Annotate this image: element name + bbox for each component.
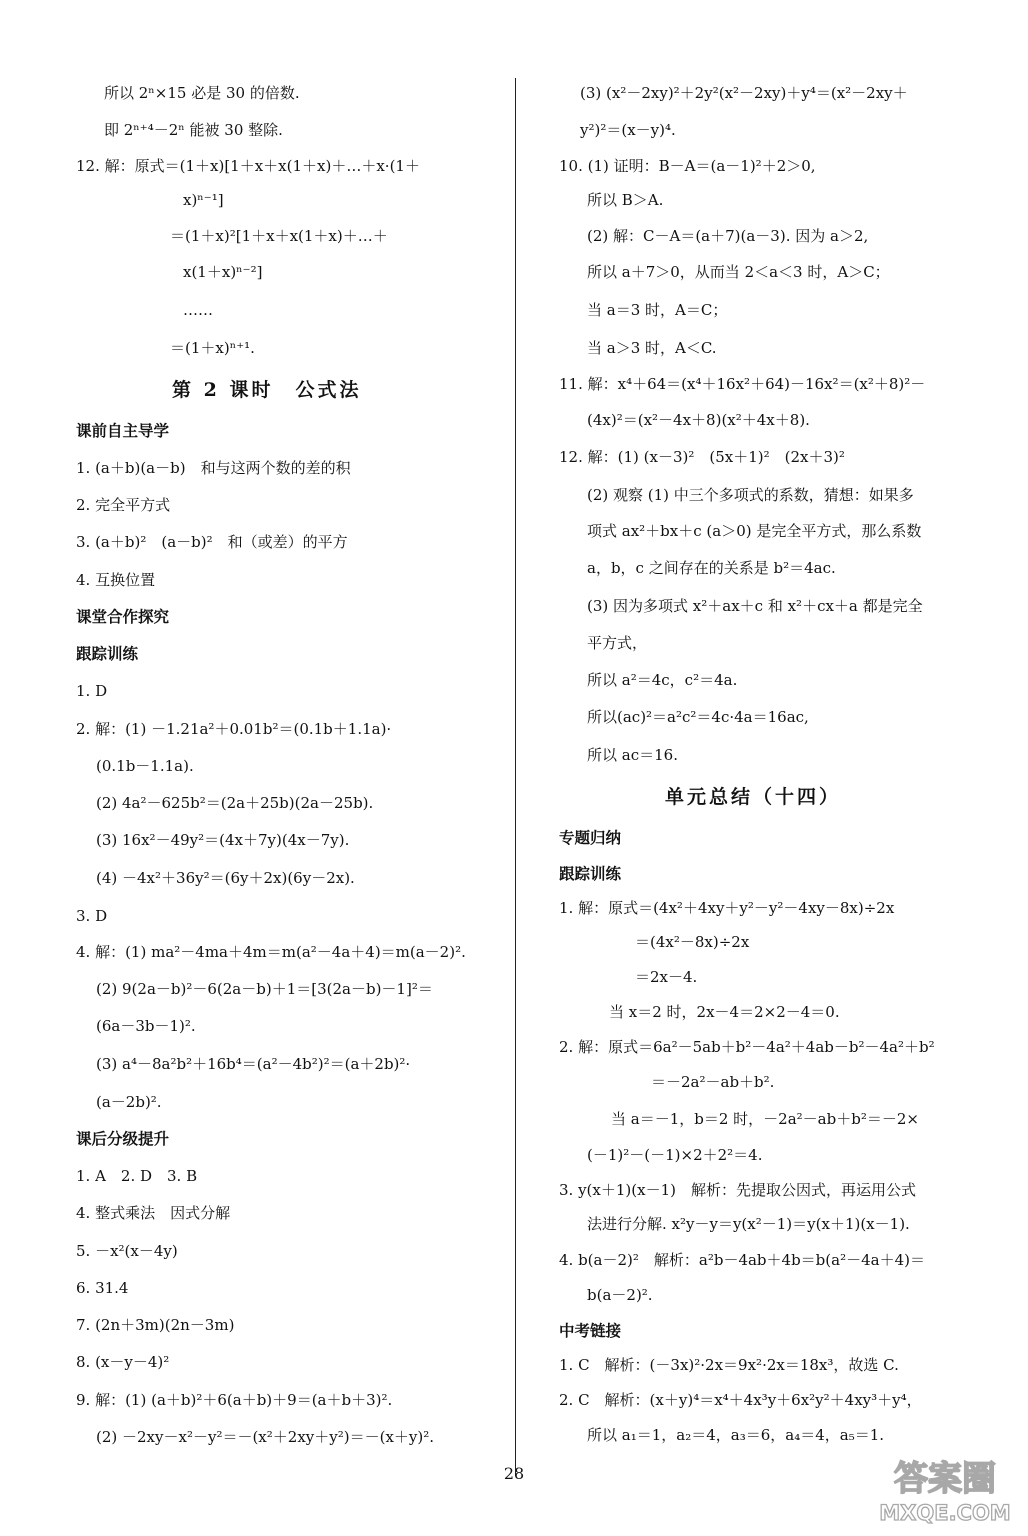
text-line: 所以 2ⁿ×15 必是 30 的倍数. xyxy=(104,84,300,102)
text-line: (2) －2xy－x²－y²＝－(x²＋2xy＋y²)＝－(x＋y)². xyxy=(96,1428,435,1446)
text-line: (3) 因为多项式 x²＋ax＋c 和 x²＋cx＋a 都是完全 xyxy=(587,597,923,615)
text-line: 所以(ac)²＝a²c²＝4c·4a＝16ac, xyxy=(587,708,809,726)
section-heading: 课堂合作探究 xyxy=(76,607,170,626)
text-line: 4. 整式乘法 因式分解 xyxy=(76,1204,231,1222)
text-line: 7. (2n＋3m)(2n－3m) xyxy=(76,1316,235,1334)
section-title: 单元总结（十四） xyxy=(665,786,842,808)
text-line: (4x)²＝(x²－4x＋8)(x²＋4x＋8). xyxy=(587,411,810,429)
text-line: (0.1b－1.1a). xyxy=(96,757,194,775)
text-line: 4. 解：(1) ma²－4ma＋4m＝m(a²－4a＋4)＝m(a－2)². xyxy=(76,943,466,961)
text-line: 所以 B＞A. xyxy=(587,191,664,209)
text-line: 1. (a＋b)(a－b) 和与这两个数的差的积 xyxy=(76,459,351,477)
text-line: 3. D xyxy=(76,907,108,925)
text-line: 9. 解：(1) (a＋b)²＋6(a＋b)＋9＝(a＋b＋3)². xyxy=(76,1391,393,1409)
text-line: 3. y(x＋1)(x－1) 解析：先提取公因式，再运用公式 xyxy=(559,1181,916,1199)
section-heading: 跟踪训练 xyxy=(559,864,622,883)
text-line: 即 2ⁿ⁺⁴－2ⁿ 能被 30 整除. xyxy=(104,121,283,139)
text-line: 1. A 2. D 3. B xyxy=(76,1167,198,1185)
text-line: 2. 解：(1) －1.21a²＋0.01b²＝(0.1b＋1.1a)· xyxy=(76,720,392,738)
section-heading: 跟踪训练 xyxy=(76,644,139,663)
text-line: (2) 4a²－625b²＝(2a＋25b)(2a－25b). xyxy=(96,794,374,812)
text-line: (6a－3b－1)². xyxy=(96,1017,196,1035)
text-line: (3) a⁴－8a²b²＋16b⁴＝(a²－4b²)²＝(a＋2b)²· xyxy=(96,1055,411,1073)
section-heading: 中考链接 xyxy=(559,1321,622,1340)
text-line: a，b，c 之间存在的关系是 b²＝4ac. xyxy=(587,559,836,577)
svg-text:答案圈: 答案圈 xyxy=(894,1459,996,1499)
text-line: ＝(4x²－8x)÷2x xyxy=(635,933,750,951)
text-line: 项式 ax²＋bx＋c (a＞0) 是完全平方式，那么系数 xyxy=(587,522,922,540)
text-line: 2. 解：原式＝6a²－5ab＋b²－4a²＋4ab－b²－4a²＋b² xyxy=(559,1038,935,1056)
text-line: (3) (x²－2xy)²＋2y²(x²－2xy)＋y⁴＝(x²－2xy＋ xyxy=(580,84,908,102)
text-line: (2) 解：C－A＝(a＋7)(a－3). 因为 a＞2, xyxy=(587,227,869,245)
text-line: (3) 16x²－49y²＝(4x＋7y)(4x－7y). xyxy=(96,831,350,849)
text-line: 所以 a＋7＞0，从而当 2＜a＜3 时，A＞C； xyxy=(587,263,890,281)
text-line: 3. (a＋b)² (a－b)² 和（或差）的平方 xyxy=(76,533,348,551)
column-divider xyxy=(515,78,516,1476)
section-title: 第 2 课时 公式法 xyxy=(172,379,362,401)
text-line: 4. b(a－2)² 解析：a²b－4ab＋4b＝b(a²－4a＋4)＝ xyxy=(559,1251,925,1269)
text-line: (2) 观察 (1) 中三个多项式的系数，猜想：如果多 xyxy=(587,486,914,504)
text-line: 当 a＞3 时，A＜C. xyxy=(587,339,717,357)
svg-text:MXQE.COM: MXQE.COM xyxy=(879,1501,1011,1525)
text-line: 当 a＝3 时，A＝C； xyxy=(587,301,728,319)
text-line: 所以 a²＝4c，c²＝4a. xyxy=(587,671,738,689)
text-line: b(a－2)². xyxy=(587,1286,653,1304)
text-line: 12. 解：原式＝(1＋x)[1＋x＋x(1＋x)＋…＋x·(1＋ xyxy=(76,157,420,175)
section-heading: 专题归纳 xyxy=(559,828,622,847)
text-line: ＝(1＋x)²[1＋x＋x(1＋x)＋…＋ xyxy=(170,227,388,245)
watermark-logo xyxy=(870,1450,1020,1528)
text-line: 5. －x²(x－4y) xyxy=(76,1242,178,1260)
text-line: ＝(1＋x)ⁿ⁺¹. xyxy=(170,339,255,357)
text-line: 法进行分解. x²y－y＝y(x²－1)＝y(x＋1)(x－1). xyxy=(587,1215,910,1233)
text-line: 4. 互换位置 xyxy=(76,571,156,589)
section-heading: 课后分级提升 xyxy=(76,1129,170,1148)
page-number: 28 xyxy=(503,1464,525,1483)
text-line: x)ⁿ⁻¹] xyxy=(183,191,224,209)
section-heading: 课前自主导学 xyxy=(76,421,170,440)
text-line: y²)²＝(x－y)⁴. xyxy=(580,121,676,139)
text-line: 2. 完全平方式 xyxy=(76,496,171,514)
text-line: 所以 a₁＝1，a₂＝4，a₃＝6，a₄＝4，a₅＝1. xyxy=(587,1426,885,1444)
text-line: 当 a＝－1，b＝2 时，－2a²－ab＋b²＝－2× xyxy=(611,1110,919,1128)
text-line: 1. D xyxy=(76,682,108,700)
text-line: (－1)²－(－1)×2＋2²＝4. xyxy=(587,1146,763,1164)
text-line: 2. C 解析：(x＋y)⁴＝x⁴＋4x³y＋6x²y²＋4xy³＋y⁴， xyxy=(559,1391,922,1409)
text-line: 1. 解：原式＝(4x²＋4xy＋y²－y²－4xy－8x)÷2x xyxy=(559,899,895,917)
text-line: x(1＋x)ⁿ⁻²] xyxy=(183,263,263,281)
text-line: 平方式， xyxy=(587,634,648,652)
text-line: 1. C 解析：(－3x)²·2x＝9x²·2x＝18x³，故选 C. xyxy=(559,1356,899,1374)
text-line: 8. (x－y－4)² xyxy=(76,1353,170,1371)
text-line: (2) 9(2a－b)²－6(2a－b)＋1＝[3(2a－b)－1]²＝ xyxy=(96,980,433,998)
text-line: 6. 31.4 xyxy=(76,1279,129,1297)
text-line: ＝2x－4. xyxy=(635,968,698,986)
text-line: 所以 ac＝16. xyxy=(587,746,678,764)
text-line: ＝－2a²－ab＋b². xyxy=(651,1073,775,1091)
text-line: 11. 解：x⁴＋64＝(x⁴＋16x²＋64)－16x²＝(x²＋8)²－ xyxy=(559,375,926,393)
text-line: …… xyxy=(183,301,213,319)
text-line: 10. (1) 证明：B－A＝(a－1)²＋2＞0, xyxy=(559,157,816,175)
text-line: (4) －4x²＋36y²＝(6y＋2x)(6y－2x). xyxy=(96,869,355,887)
text-line: (a－2b)². xyxy=(96,1093,162,1111)
text-line: 当 x＝2 时，2x－4＝2×2－4＝0. xyxy=(609,1003,840,1021)
text-line: 12. 解：(1) (x－3)² (5x＋1)² (2x＋3)² xyxy=(559,448,845,466)
